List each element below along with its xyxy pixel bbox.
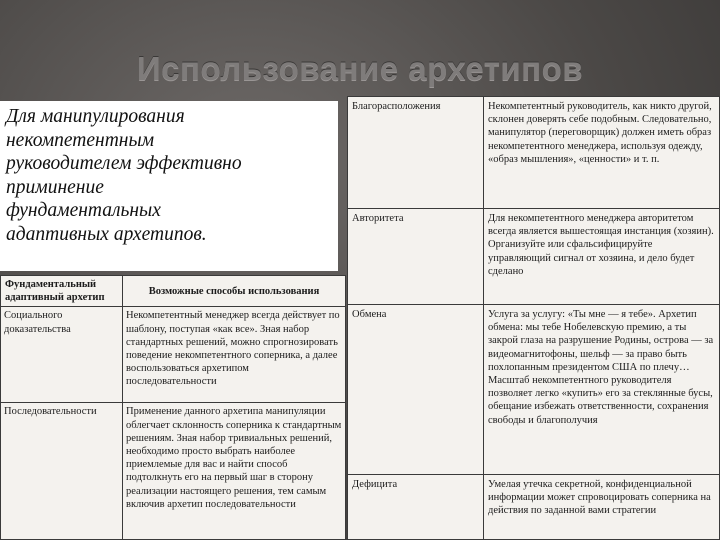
archetype-cell: Авторитета [348, 209, 484, 305]
left-table-image [0, 275, 346, 540]
archetype-cell: Последовательности [1, 403, 123, 540]
table-row [348, 305, 720, 475]
right-table-image [347, 96, 720, 540]
slide-title: Использование архетипов [136, 50, 584, 87]
usage-cell: Некомпетентный руководитель, как никто другой, склонен доверять себе подобным. Следовательно, манипулятор (переговорщик) должен иметь образ некомпетентного менеджера, используя одежду, «образ мышления», «ценности» и т. п. [484, 97, 720, 209]
archetype-cell: Социального доказательства [1, 307, 123, 403]
column-header-archetype: Фундаментальный адаптивный архетип [1, 276, 123, 307]
table-row [1, 403, 346, 540]
column-header-usage: Возможные способы использования [123, 276, 346, 307]
table-row [348, 475, 720, 540]
archetype-cell: Дефицита [348, 475, 484, 540]
usage-cell: Для некомпетентного менеджера авторитетом всегда является вышестоящая инстанция (хозяин). Организуйте или сфальсифицируйте управляющий сигнал от хозяина, и дело будет сделано [484, 209, 720, 305]
intro-text: Для манипулирования некомпетентным руководителем эффективно приминение фундаментальных адаптивных архетипов. [0, 101, 338, 271]
table-row [348, 97, 720, 209]
archetype-cell: Благорасположения [348, 97, 484, 209]
usage-cell: Применение данного архетипа манипуляции облегчает склонность соперника к стандартным решениям. Зная набор тривиальных решений, необходимо просто выбрать наиболее приемлемые для вас и найти способ подтолкнуть его на первый шаг в сторону реализации настоящего решения, тем самым включив архетип последовательности [123, 403, 346, 540]
usage-cell: Некомпетентный менеджер всегда действует по шаблону, поступая «как все». Зная набор стандартных решений, можно спрогнозировать поведение некомпетентного соперника, а далее воспользоваться архетипом последовательности [123, 307, 346, 403]
archetype-cell: Обмена [348, 305, 484, 475]
table-row [1, 307, 346, 403]
usage-cell: Услуга за услугу: «Ты мне — я тебе». Архетип обмена: мы тебе Нобелевскую премию, а ты закрой глаза на разрушение Родины, острова — за видеомагнитофоны, шельф — за право быть похлопанным президентом США по плечу… Масштаб некомпетентного руководителя позволяет легко «купить» его за стеклянные бусы, обещание избежать ответственности, сохранения свободы и благополучия [484, 305, 720, 475]
usage-cell: Умелая утечка секретной, конфиденциальной информации может спровоцировать соперника на действия по заданной вами стратегии [484, 475, 720, 540]
table-row [348, 209, 720, 305]
archetype-table-right [347, 96, 720, 540]
archetype-table-left [0, 275, 346, 540]
